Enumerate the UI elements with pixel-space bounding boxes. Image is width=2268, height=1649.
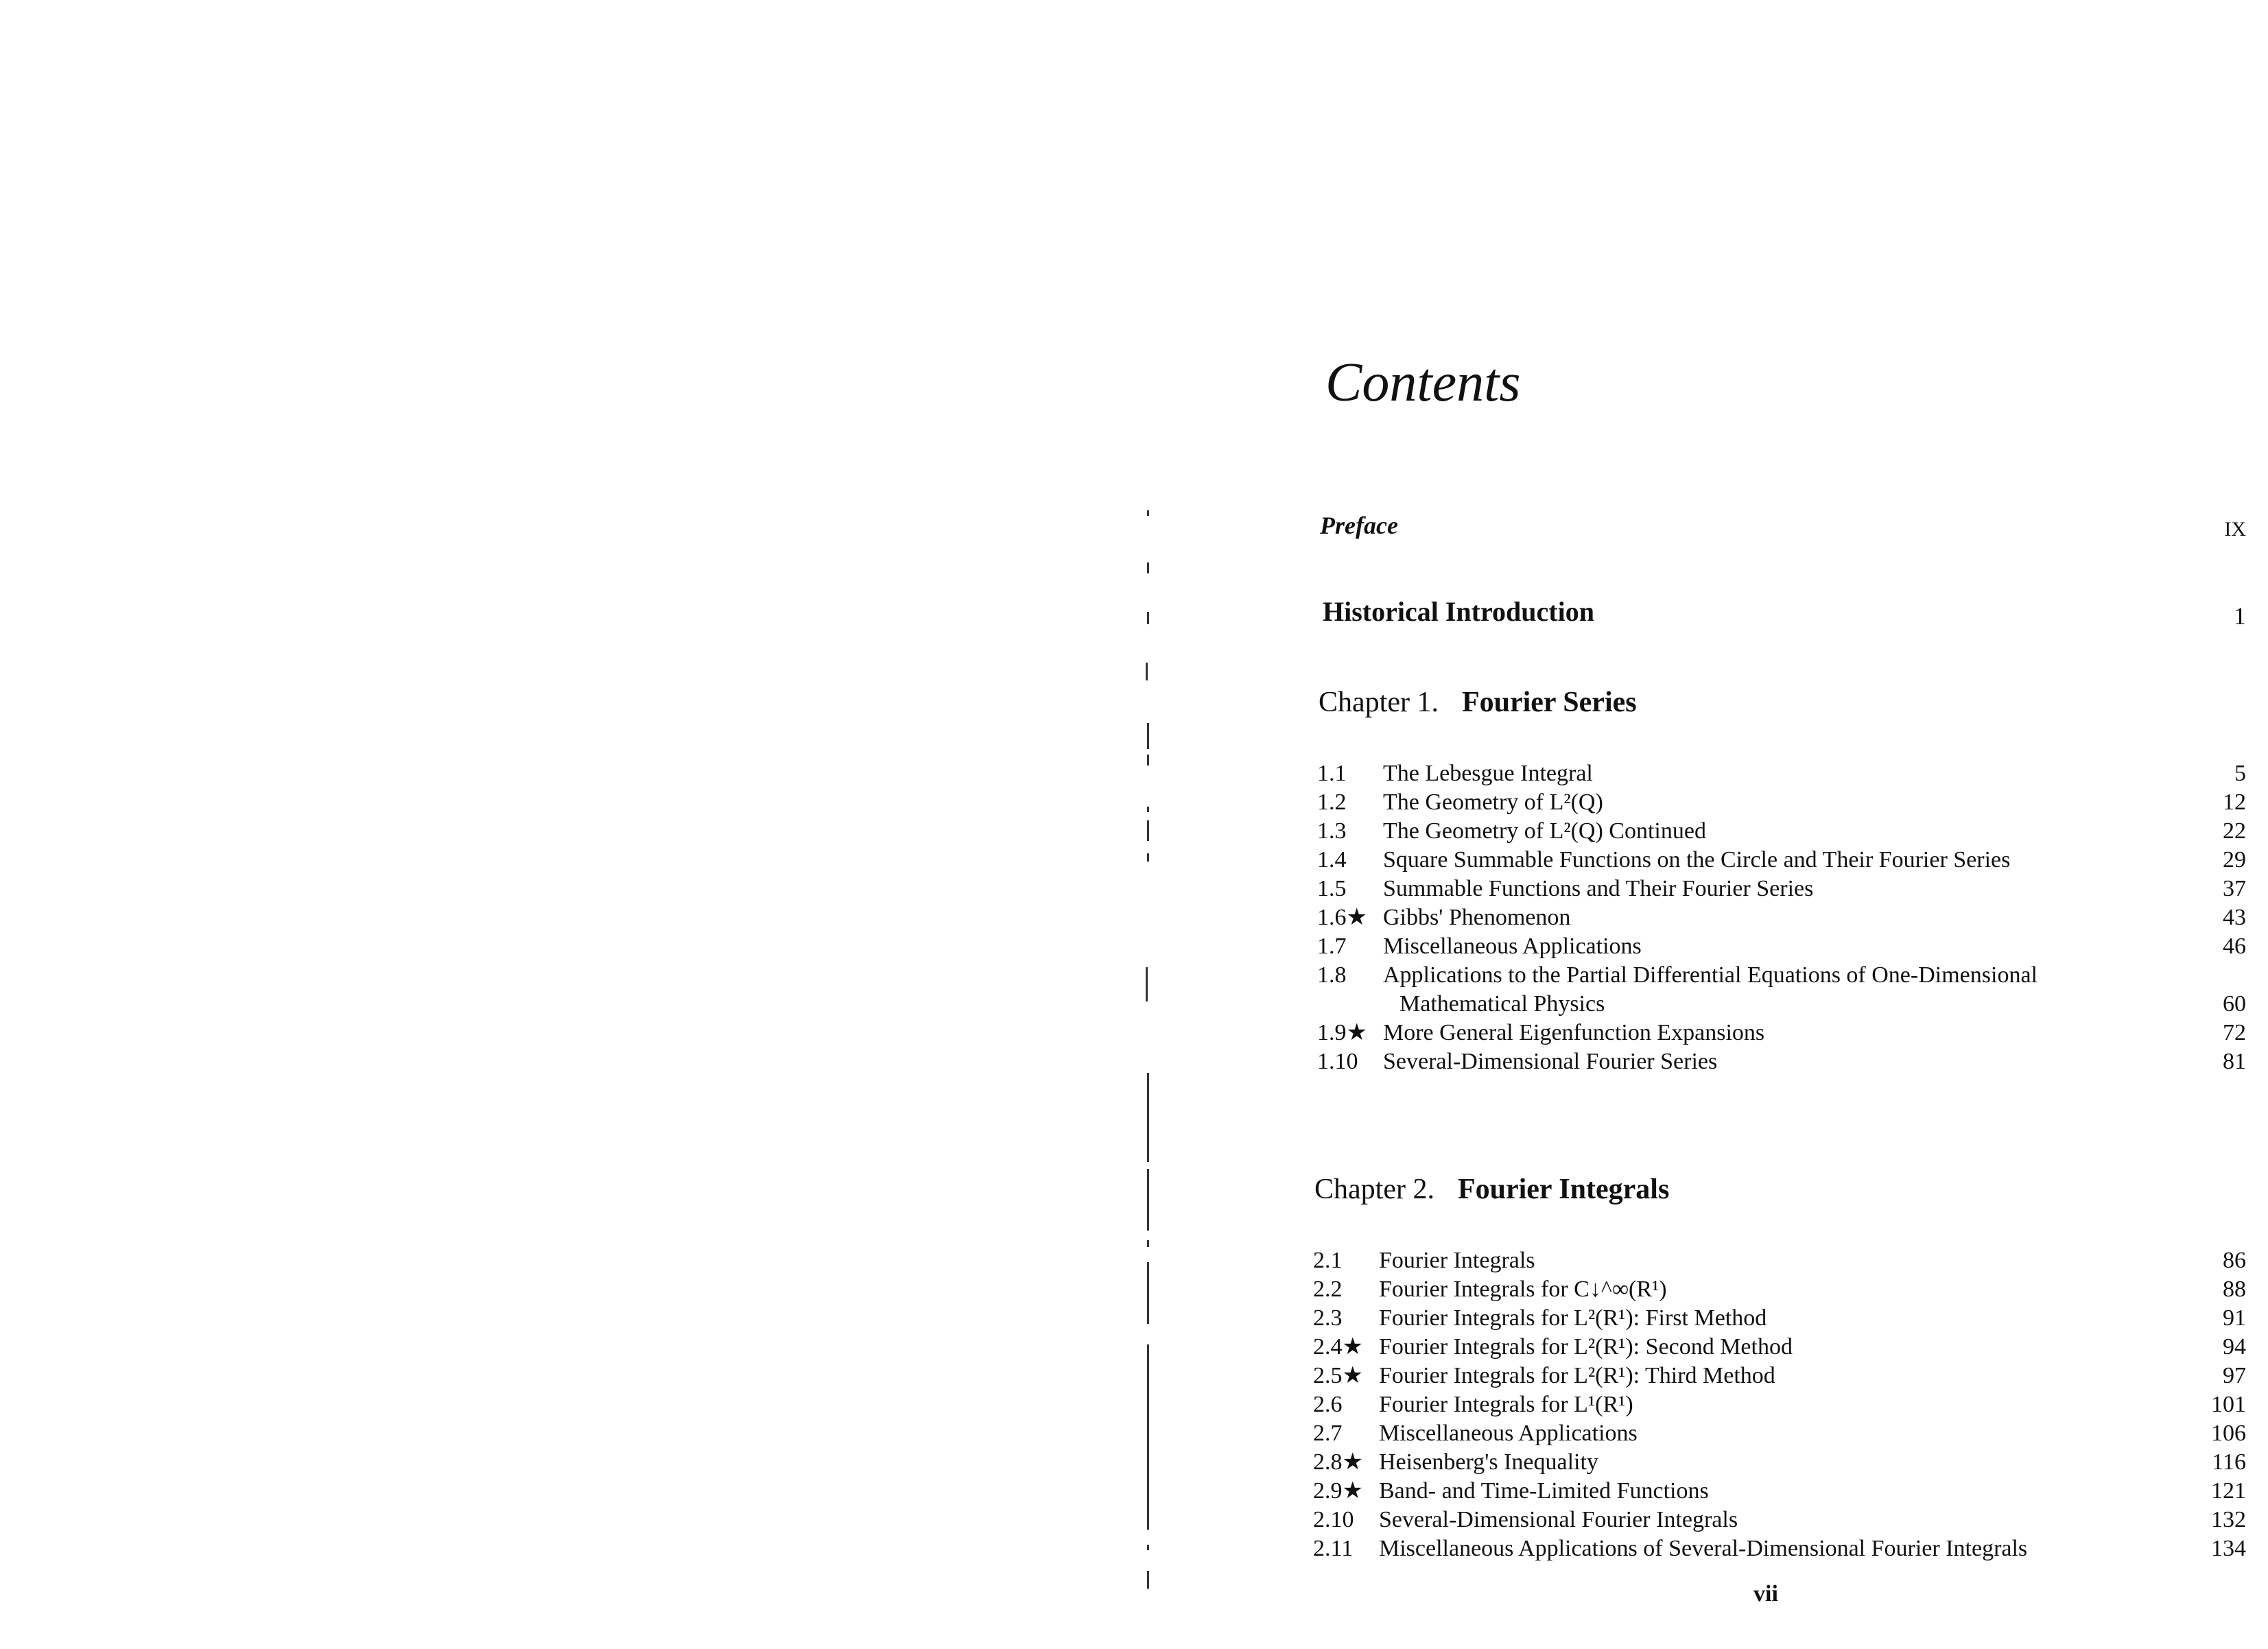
toc-entry: [0, 901, 2268, 934]
toc-entry: [0, 1244, 2268, 1277]
entry-number: 1.8: [1317, 962, 1347, 988]
entry-title: Fourier Integrals for L²(R¹): Third Method: [1379, 1363, 1775, 1388]
entry-number: 1.1: [1317, 761, 1347, 786]
entry-page: 121: [2211, 1478, 2246, 1504]
entry-title: Applications to the Partial Differential Equations of One-Dimensional: [1383, 962, 2037, 988]
page-folio: vii: [1753, 1581, 1778, 1606]
toc-entry: [0, 1388, 2268, 1421]
entry-title: The Lebesgue Integral: [1383, 761, 1593, 786]
entry-number: 1.5: [1317, 876, 1347, 901]
gutter-mark: [1147, 1073, 1149, 1162]
gutter-mark: [1147, 612, 1149, 624]
entry-number: 2.4★: [1313, 1334, 1363, 1360]
gutter-mark: [1146, 663, 1148, 680]
entry-page: 88: [2223, 1277, 2246, 1302]
entry-number: 1.4: [1317, 847, 1347, 873]
entry-page: 22: [2223, 818, 2246, 844]
toc-entry: [0, 1532, 2268, 1565]
toc-entry-continuation: [0, 988, 2268, 1021]
entry-title: The Geometry of L²(Q) Continued: [1383, 818, 1706, 844]
entry-number: 1.6★: [1317, 905, 1367, 930]
entry-title: Several-Dimensional Fourier Integrals: [1379, 1507, 1738, 1532]
entry-title: Fourier Integrals: [1379, 1248, 1535, 1273]
entry-title: The Geometry of L²(Q): [1383, 790, 1603, 815]
preface-page: IX: [2224, 518, 2246, 541]
entry-title: Heisenberg's Inequality: [1379, 1449, 1598, 1475]
chapter-1-label: Chapter 1.: [1319, 687, 1439, 718]
toc-entry: [0, 930, 2268, 963]
entry-number: 1.10: [1317, 1049, 1358, 1074]
entry-number: 1.3: [1317, 818, 1347, 844]
entry-page: 86: [2223, 1248, 2246, 1273]
entry-number: 2.11: [1313, 1536, 1354, 1561]
entry-title: Gibbs' Phenomenon: [1383, 905, 1571, 930]
entry-title: Miscellaneous Applications of Several-Dimensional Fourier Integrals: [1379, 1536, 2028, 1561]
entry-title: Band- and Time-Limited Functions: [1379, 1478, 1709, 1504]
chapter-2-heading: [1314, 1170, 1669, 1209]
toc-entry: [0, 1302, 2268, 1335]
entry-title: Fourier Integrals for L²(R¹): Second Method: [1379, 1334, 1793, 1360]
entry-title-continuation: Mathematical Physics: [1399, 991, 1605, 1017]
entry-number: 2.2: [1313, 1277, 1343, 1302]
toc-entry: [0, 1017, 2268, 1049]
entry-page: 132: [2211, 1507, 2246, 1532]
entry-page: 134: [2211, 1536, 2246, 1561]
entry-number: 2.10: [1313, 1507, 1354, 1532]
gutter-mark: [1147, 510, 1149, 516]
toc-entry: [0, 844, 2268, 877]
entry-page: 12: [2223, 790, 2246, 815]
entry-number: 1.7: [1317, 934, 1347, 959]
entry-title: Miscellaneous Applications: [1383, 934, 1642, 959]
entry-page: 46: [2223, 934, 2246, 959]
toc-entry: [0, 1504, 2268, 1537]
chapter-1-title: Fourier Series: [1461, 687, 1637, 718]
entry-page: 91: [2223, 1305, 2246, 1331]
entry-title: Square Summable Functions on the Circle and Their Fourier Series: [1383, 847, 2011, 873]
entry-page: 81: [2223, 1049, 2246, 1074]
toc-entry: [0, 1360, 2268, 1392]
entry-title: Several-Dimensional Fourier Series: [1383, 1049, 1718, 1074]
entry-number: 1.2: [1317, 790, 1347, 815]
gutter-mark: [1147, 1169, 1149, 1231]
entry-page: 106: [2211, 1421, 2246, 1446]
entry-number: 2.1: [1313, 1248, 1343, 1273]
entry-number: 1.9★: [1317, 1020, 1367, 1045]
gutter-mark: [1147, 1571, 1149, 1589]
toc-entry: [0, 757, 2268, 790]
entry-title: Summable Functions and Their Fourier Series: [1383, 876, 1814, 901]
toc-entry: [0, 786, 2268, 819]
entry-title: Miscellaneous Applications: [1379, 1421, 1638, 1446]
toc-entry: [0, 959, 2268, 992]
toc-entry: [0, 1446, 2268, 1479]
page-title: Contents: [1325, 353, 1521, 413]
preface-label: Preface: [1320, 512, 1398, 539]
toc-entry: [0, 1417, 2268, 1450]
entry-title: Fourier Integrals for L²(R¹): First Method: [1379, 1305, 1767, 1331]
toc-entry: [0, 1045, 2268, 1078]
entry-title: Fourier Integrals for L¹(R¹): [1379, 1392, 1633, 1417]
entry-title: Fourier Integrals for C↓^∞(R¹): [1379, 1277, 1667, 1302]
gutter-mark: [1147, 723, 1149, 749]
entry-page: 29: [2223, 847, 2246, 873]
entry-page: 97: [2223, 1363, 2246, 1388]
toc-entry: [0, 1273, 2268, 1306]
historical-introduction-label: Historical Introduction: [1323, 596, 1594, 627]
entry-number: 2.9★: [1313, 1478, 1363, 1504]
entry-number: 2.6: [1313, 1392, 1343, 1417]
gutter-mark: [1147, 562, 1149, 573]
chapter-2-title: Fourier Integrals: [1457, 1174, 1670, 1205]
entry-number: 2.7: [1313, 1421, 1343, 1446]
entry-page: 60: [2223, 991, 2246, 1017]
entry-title: More General Eigenfunction Expansions: [1383, 1020, 1765, 1045]
chapter-1-heading: [1319, 683, 1637, 722]
entry-page: 101: [2211, 1392, 2246, 1417]
entry-page: 94: [2223, 1334, 2246, 1360]
toc-entry: [0, 815, 2268, 848]
historical-introduction-page: 1: [2234, 602, 2246, 630]
entry-page: 43: [2223, 905, 2246, 930]
entry-number: 2.8★: [1313, 1449, 1363, 1475]
chapter-2-label: Chapter 2.: [1314, 1174, 1434, 1205]
entry-page: 37: [2223, 876, 2246, 901]
entry-number: 2.5★: [1313, 1363, 1363, 1388]
entry-page: 5: [2234, 761, 2246, 786]
entry-number: 2.3: [1313, 1305, 1343, 1331]
toc-entry: [0, 1331, 2268, 1364]
toc-entry: [0, 873, 2268, 905]
toc-entry: [0, 1475, 2268, 1508]
entry-page: 116: [2212, 1449, 2246, 1475]
entry-page: 72: [2223, 1020, 2246, 1045]
